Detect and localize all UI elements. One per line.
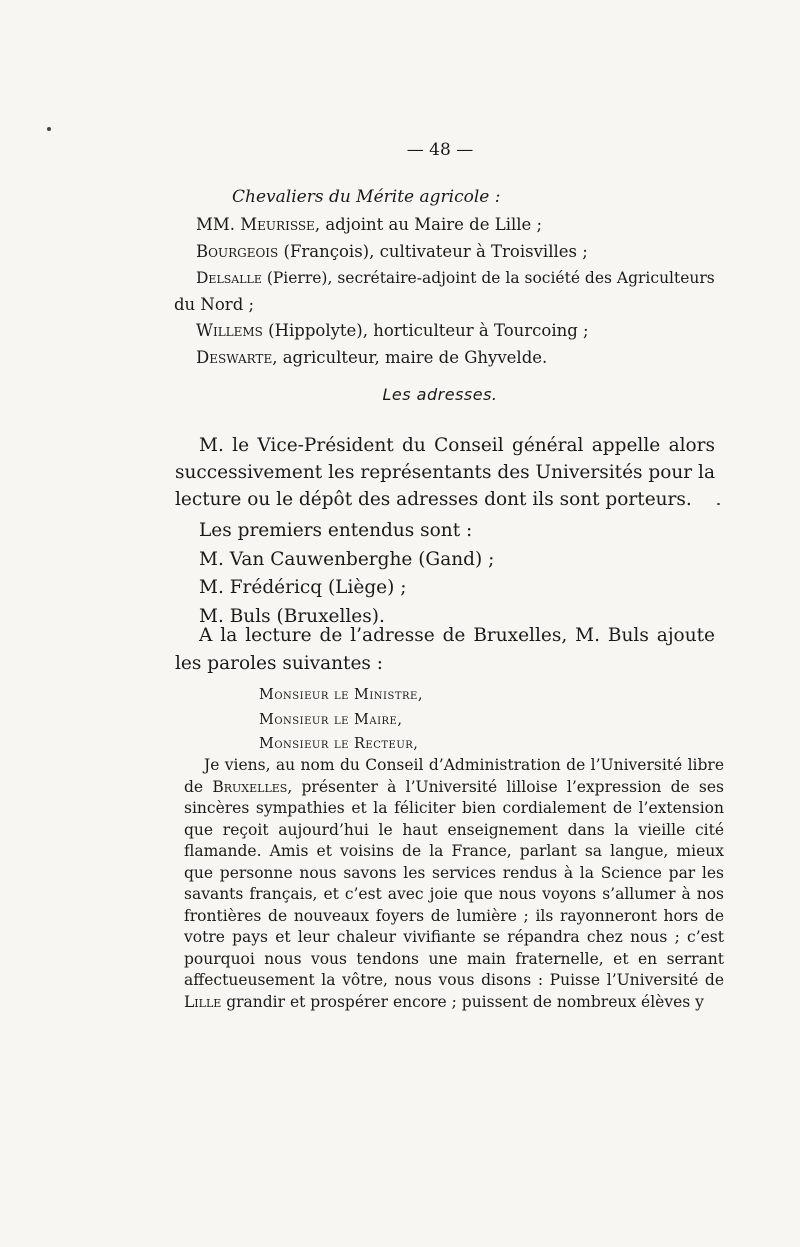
- speaker-line: M. Buls (Bruxelles).: [199, 605, 385, 627]
- chevalier-line: Deswarte, agriculteur, maire de Ghyvelde.: [196, 347, 548, 367]
- speaker-line: M. Van Cauwenberghe (Gand) ;: [199, 548, 495, 570]
- salutation-line: Monsieur le Recteur,: [259, 736, 419, 752]
- chevalier-line: Bourgeois (François), cultivateur à Troisvilles ;: [196, 241, 588, 261]
- chevalier-line: du Nord ;: [174, 294, 255, 314]
- section-title: Les adresses.: [382, 385, 498, 404]
- page-number: — 48 —: [406, 140, 474, 160]
- chevalier-line: Delsalle (Pierre), secrétaire-adjoint de la société des Agriculteurs: [196, 269, 715, 287]
- speakers-list: [175, 517, 735, 631]
- chevaliers-list: [174, 212, 734, 371]
- speech-text: Je viens, au nom du Conseil d’Administration de l’Université libre de Bruxelles, présenter à l’Université lilloise l’expression de ses sincères sympathies et la féliciter bien cordialement de l’extension que reçoit aujourd’hui le haut enseignement dans la vieille cité flamande. Amis et voisins de la France, parlant sa langue, mieux que personne nous savons les services rendus à la Science par les savants français, et c’est avec joie que nous voyons s’allumer à nos frontières de nouveaux foyers de lumière ; ils rayonneront hors de votre pays et leur chaleur vivifiante se répandra chez nous ; c’est pourquoi nous vous tendons une main fraternelle, et en serrant affectueusement la vôtre, nous vous disons : Puisse l’Université de Lille grandir et prospérer encore ; puissent de nombreux élèves y: [184, 756, 725, 1011]
- speaker-line: M. Frédéricq (Liège) ;: [199, 577, 407, 598]
- salutation-line: Monsieur le Ministre,: [259, 687, 423, 703]
- speakers-intro: Les premiers entendus sont :: [199, 520, 473, 541]
- chevalier-line: Willems (Hippolyte), horticulteur à Tourcoing ;: [196, 321, 589, 340]
- paragraph: M. le Vice-Président du Conseil général appelle alors successivement les représentants des Universités pour la lecture ou le dépôt des adresses dont ils sont porteurs.: [175, 435, 715, 510]
- chevaliers-heading: Chevaliers du Mérite agricole :: [232, 187, 501, 207]
- salutations: [259, 683, 423, 757]
- salutation-line: Monsieur le Maire,: [259, 711, 403, 728]
- paragraph: A la lecture de l’adresse de Bruxelles, M. Buls ajoute les paroles suivantes :: [175, 625, 715, 674]
- chevalier-line: MM. Meurisse, adjoint au Maire de Lille ;: [196, 215, 543, 234]
- ink-speck: [47, 127, 51, 131]
- ink-speck: [717, 503, 720, 505]
